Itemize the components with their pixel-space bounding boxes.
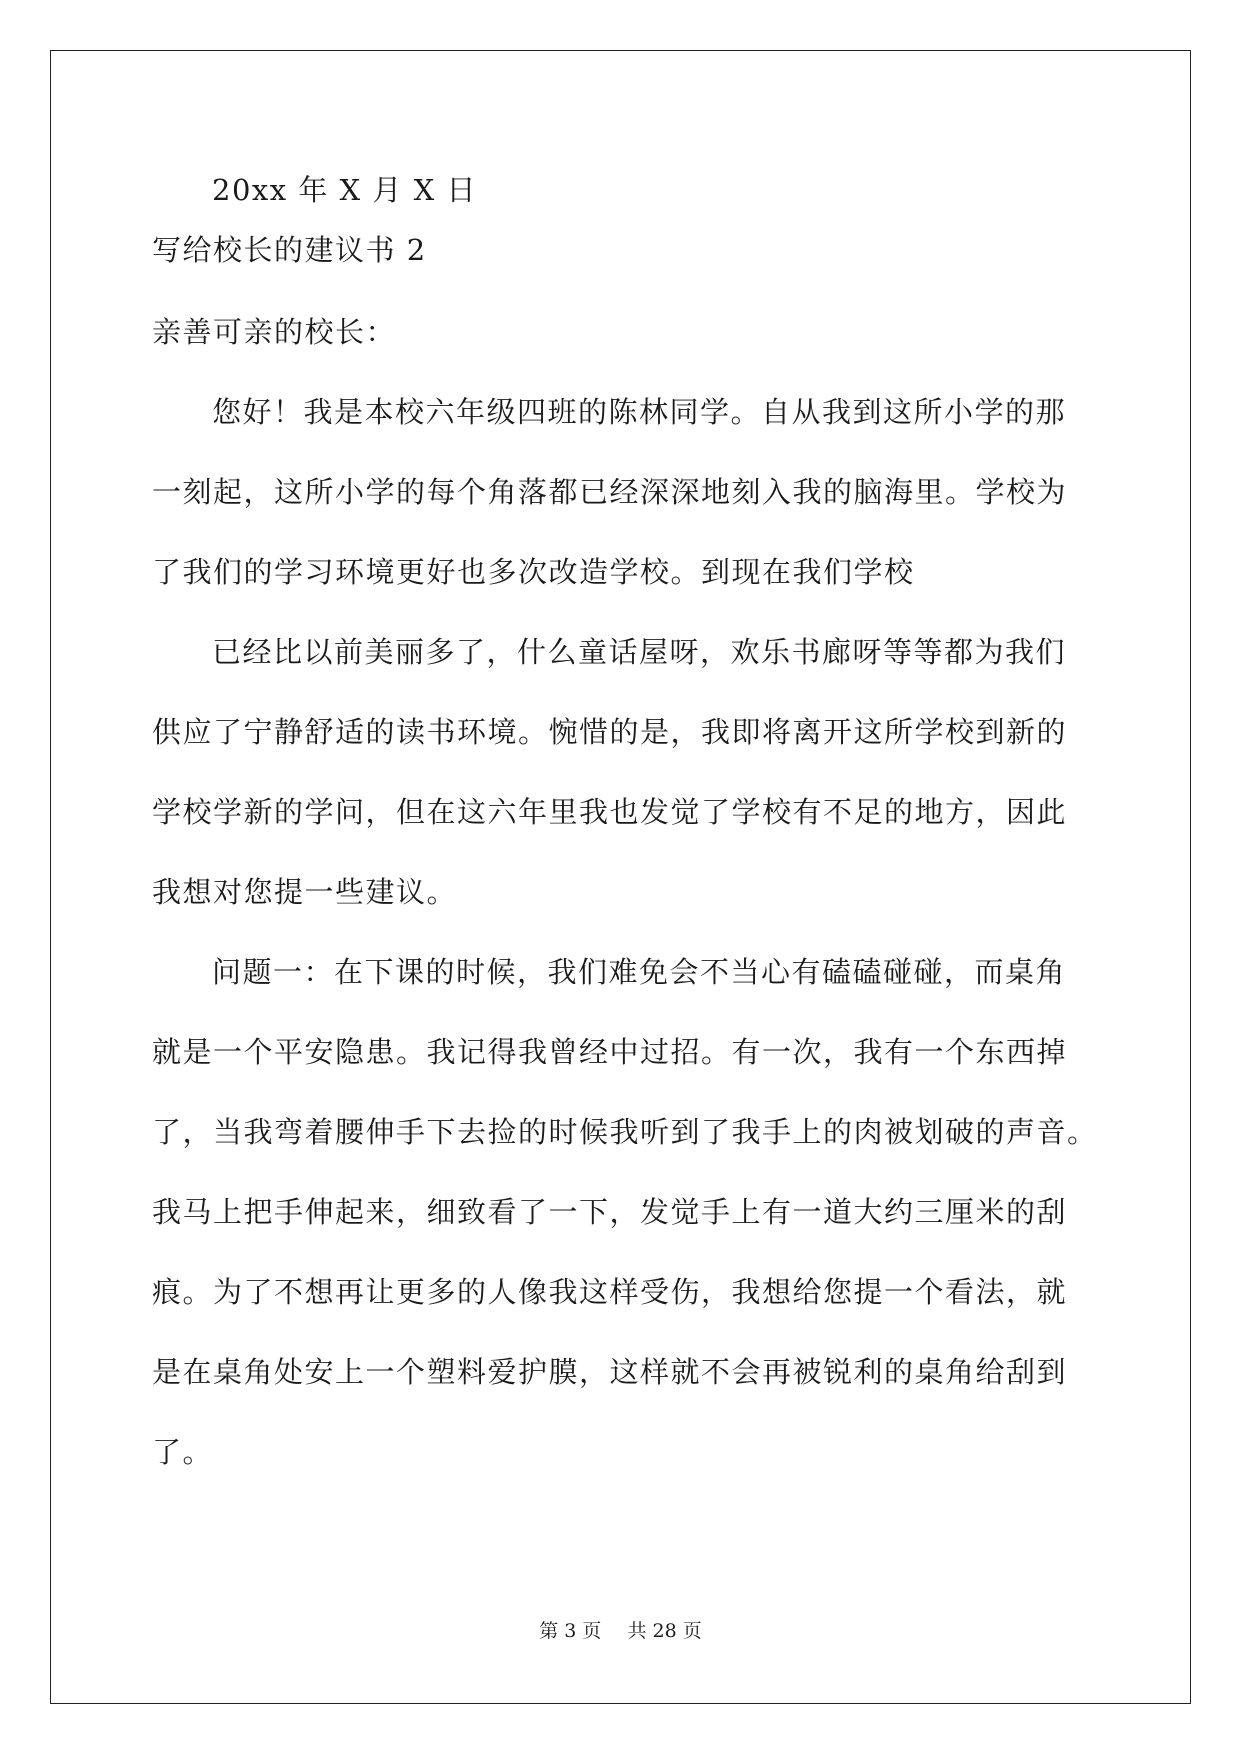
page-total: 共 28 页 (627, 1620, 702, 1642)
paragraph-line: 问题一：在下课的时候，我们难免会不当心有磕磕碰碰，而桌角 (212, 955, 1067, 989)
paragraph-line: 了。 (152, 1435, 214, 1469)
date-line: 20xx 年 X 月 X 日 (212, 173, 477, 207)
paragraph-line: 了我们的学习环境更好也多次改造学校。到现在我们学校 (152, 555, 915, 589)
paragraph-line: 我马上把手伸起来，细致看了一下，发觉手上有一道大约三厘米的刮 (152, 1195, 1068, 1229)
paragraph-line: 一刻起，这所小学的每个角落都已经深深地刻入我的脑海里。学校为 (152, 475, 1068, 509)
paragraph-line: 痕。为了不想再让更多的人像我这样受伤，我想给您提一个看法，就 (152, 1275, 1068, 1309)
paragraph-line: 我想对您提一些建议。 (152, 875, 458, 909)
paragraph-line: 学校学新的学问，但在这六年里我也发觉了学校有不足的地方，因此 (152, 795, 1068, 829)
paragraph-line: 已经比以前美丽多了，什么童话屋呀，欢乐书廊呀等等都为我们 (212, 635, 1067, 669)
paragraph-line: 是在桌角处安上一个塑料爱护膜，这样就不会再被锐利的桌角给刮到 (152, 1355, 1068, 1389)
paragraph-line: 供应了宁静舒适的读书环境。惋惜的是，我即将离开这所学校到新的 (152, 715, 1068, 749)
salutation: 亲善可亲的校长： (152, 315, 397, 349)
page-number: 第 3 页 (539, 1620, 602, 1642)
paragraph-line: 您好！我是本校六年级四班的陈林同学。自从我到这所小学的那 (212, 395, 1067, 429)
paragraph-line: 就是一个平安隐患。我记得我曾经中过招。有一次，我有一个东西掉 (152, 1035, 1068, 1069)
paragraph-line: 了，当我弯着腰伸手下去捡的时候我听到了我手上的肉被划破的声音。 (152, 1115, 1098, 1149)
letter-title: 写给校长的建议书 2 (152, 233, 427, 267)
page-footer (0, 1616, 1241, 1643)
